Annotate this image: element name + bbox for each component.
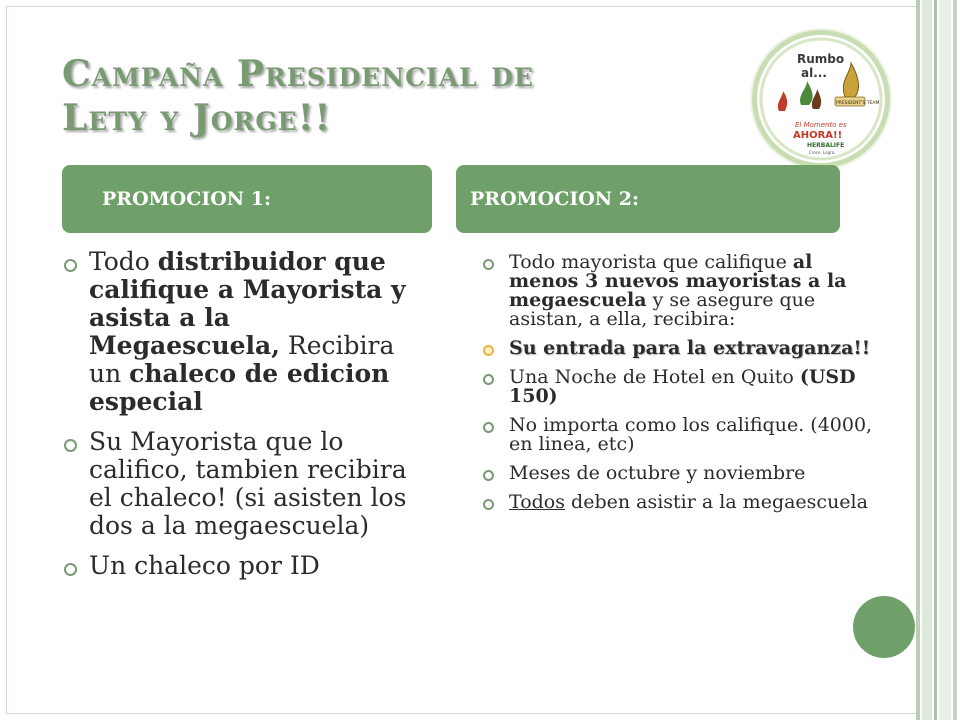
logo-badge: PRESIDENT'S TEAM [836,101,880,106]
logo-tagline-2: AHORA!! [793,130,843,141]
promo-2-list [480,253,880,522]
list-item: Meses de octubre y noviembre [480,464,880,483]
logo-graphic [757,35,885,163]
decorative-circle [853,596,915,658]
logo-brand-sub: Crece. Logra. [809,150,836,155]
circle-bullet-icon [483,374,494,385]
list-item: No importa como los califique. (4000, en linea, etc) [480,416,880,454]
logo-brand: HERBALIFE [807,142,845,149]
circle-bullet-icon [483,470,494,481]
list-item: Su entrada para la extravaganza!! [480,339,880,358]
slide-title [62,52,702,140]
title-line-2: Lety y Jorge!! [62,97,332,139]
list-item: Todo mayorista que califique al menos 3 nuevos mayoristas a la megaescuela y se asegure que asistan, a ella, recibira: [480,253,880,329]
promo-1-list [64,248,424,592]
circle-bullet-icon [64,259,77,272]
campaign-logo [752,30,890,168]
decorative-stripes [916,0,960,720]
circle-bullet-icon [64,439,77,452]
promo-1-header-label: PROMOCION 1: [102,188,271,210]
circle-bullet-icon [483,345,494,356]
circle-bullet-icon [483,499,494,510]
logo-line-1: Rumbo [797,52,845,66]
promo-1-header [62,165,432,233]
promo-2-header [456,165,840,233]
list-item: Una Noche de Hotel en Quito (USD 150) [480,368,880,406]
title-line-1: Campaña Presidencial de [62,53,534,95]
logo-tagline-1: El Momento es [795,121,847,129]
list-item: Todo distribuidor que califique a Mayorista y asista a la Megaescuela, Recibira un chaleco de edicion especial [64,248,424,416]
list-item: Todos deben asistir a la megaescuela [480,493,880,512]
circle-bullet-icon [64,563,77,576]
circle-bullet-icon [483,259,494,270]
promo-2-header-label: PROMOCION 2: [470,188,639,210]
logo-line-2: al... [801,66,827,80]
list-item: Su Mayorista que lo califico, tambien recibira el chaleco! (si asisten los dos a la megaescuela) [64,428,424,540]
list-item: Un chaleco por ID [64,552,424,580]
circle-bullet-icon [483,422,494,433]
